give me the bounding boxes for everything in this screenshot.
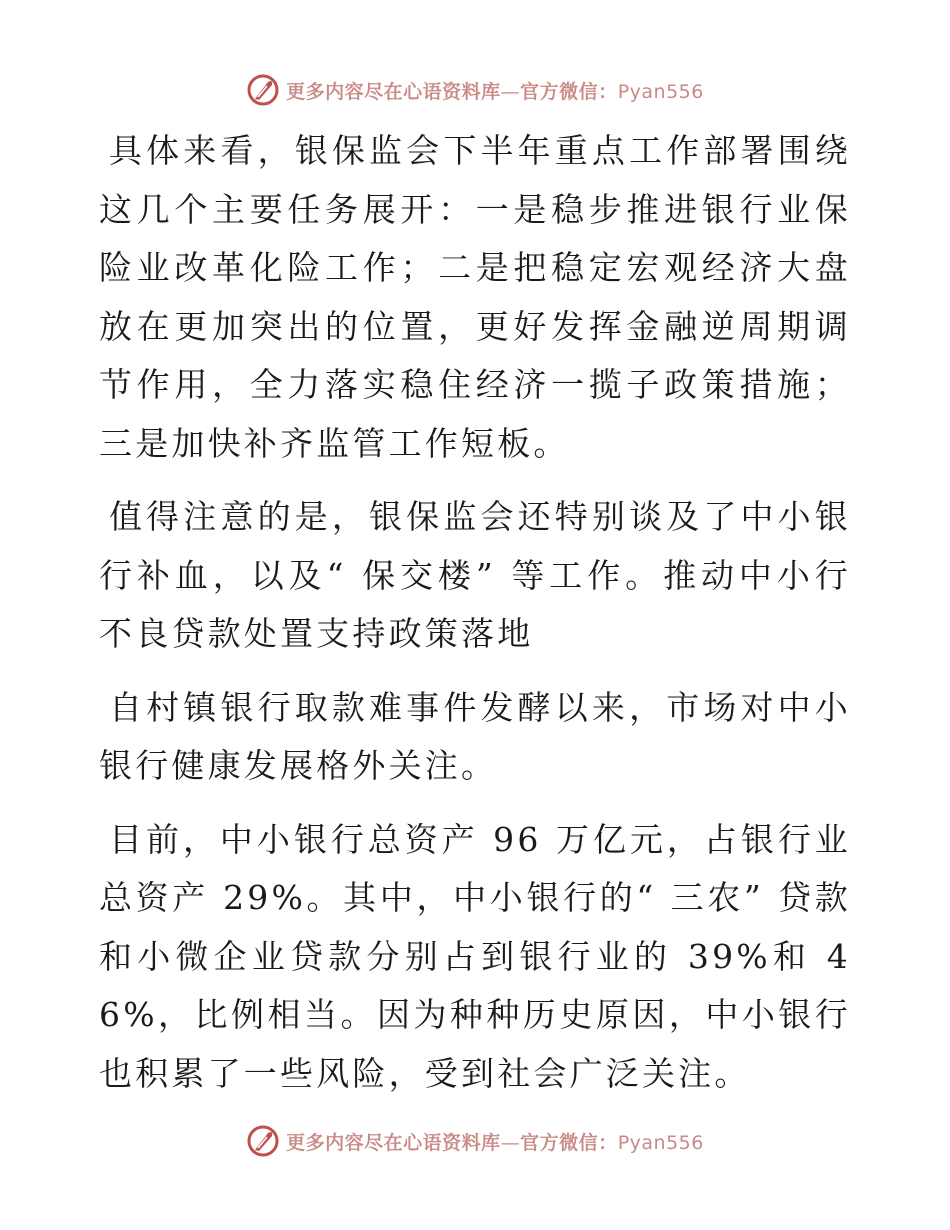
watermark-separator: — bbox=[500, 80, 521, 103]
watermark-account: Pyan556 bbox=[617, 1131, 704, 1154]
document-body bbox=[99, 122, 851, 1103]
watermark-text bbox=[286, 1128, 704, 1155]
footer-watermark bbox=[0, 1121, 950, 1161]
paragraph-2: 值得注意的是，银保监会还特别谈及了中小银行补血，以及“ 保交楼” 等工作。推动中小行不良贷款处置支持政策落地 bbox=[99, 497, 851, 653]
watermark-label: 官方微信： bbox=[520, 80, 618, 103]
paragraph-1: 具体来看，银保监会下半年重点工作部署围绕这几个主要任务展开：一是稳步推进银行业保险业改革化险工作；二是把稳定宏观经济大盘放在更加突出的位置，更好发挥金融逆周期调节作用，全力落实稳住经济一揽子政策措施；三是加快补齐监管工作短板。 bbox=[99, 131, 851, 463]
watermark-account: Pyan556 bbox=[617, 80, 704, 103]
watermark-label: 官方微信： bbox=[520, 1131, 618, 1154]
watermark-text bbox=[286, 77, 704, 104]
paragraph-4: 目前，中小银行总资产 96 万亿元，占银行业总资产 29%。其中，中小银行的“ 三农” 贷款和小微企业贷款分别占到银行业的 39%和 46%，比例相当。因为种种历史原因，中小银行也积累了一些风险，受到社会广泛关注。 bbox=[99, 819, 851, 1093]
watermark-brand: 更多内容尽在心语资料库 bbox=[286, 1131, 501, 1154]
header-watermark bbox=[0, 70, 950, 110]
watermark-brand: 更多内容尽在心语资料库 bbox=[286, 80, 501, 103]
paragraph-3: 自村镇银行取款难事件发酵以来，市场对中小银行健康发展格外关注。 bbox=[99, 687, 851, 785]
watermark-separator: — bbox=[500, 1131, 521, 1154]
feather-quill-logo-icon bbox=[246, 1124, 280, 1158]
feather-quill-logo-icon bbox=[246, 73, 280, 107]
